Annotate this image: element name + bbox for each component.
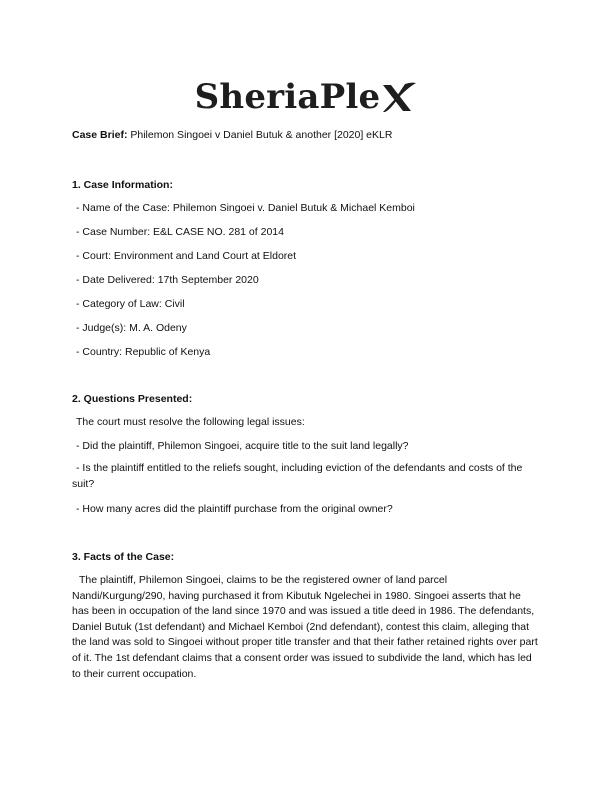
case-number-item: - Case Number: E&L CASE NO. 281 of 2014 [76,226,284,238]
questions-intro: The court must resolve the following legal issues: [76,416,305,428]
question-item: - How many acres did the plaintiff purchase from the original owner? [76,503,393,515]
case-brief-label: Case Brief: [72,129,128,141]
date-delivered-item: - Date Delivered: 17th September 2020 [76,274,259,286]
section-questions-presented-heading: 2. Questions Presented: [72,393,193,405]
country-item: - Country: Republic of Kenya [76,346,211,358]
case-brief-title: Philemon Singoei v Daniel Butuk & another [2020] eKLR [127,129,393,141]
brand-logo [0,74,612,120]
question-item: - Is the plaintiff entitled to the reliefs sought, including eviction of the defendants and costs of the suit? [72,462,523,490]
section-case-information-heading: 1. Case Information: [72,179,173,191]
x-mark-icon [381,81,417,115]
logo-text: SheriaPle [194,77,381,117]
facts-paragraph: The plaintiff, Philemon Singoei, claims to be the registered owner of land parcel Nandi/Kurgung/290, having purchased it from Kibutuk Ngelechei in 1980. Singoei asserts that he has been in occupation of the land since 1970 and was issued a title deed in 1986. The defendants, Daniel Butuk (1st defendant) and Michael Kemboi (2nd defendant), contest this claim, alleging that the land was sold to Singoei without proper title transfer and that their father retained rights over part of it. The 1st defendant claims that a consent order was issued to subdivide the land, which has led to their current occupation. [72,574,538,680]
category-of-law-item: - Category of Law: Civil [76,298,185,310]
judges-item: - Judge(s): M. A. Odeny [76,322,187,334]
case-brief-line [72,128,542,142]
court-item: - Court: Environment and Land Court at Eldoret [76,250,297,262]
section-facts-heading: 3. Facts of the Case: [72,551,175,563]
question-item: - Did the plaintiff, Philemon Singoei, acquire title to the suit land legally? [76,440,409,452]
case-name-item: - Name of the Case: Philemon Singoei v. Daniel Butuk & Michael Kemboi [76,202,415,214]
